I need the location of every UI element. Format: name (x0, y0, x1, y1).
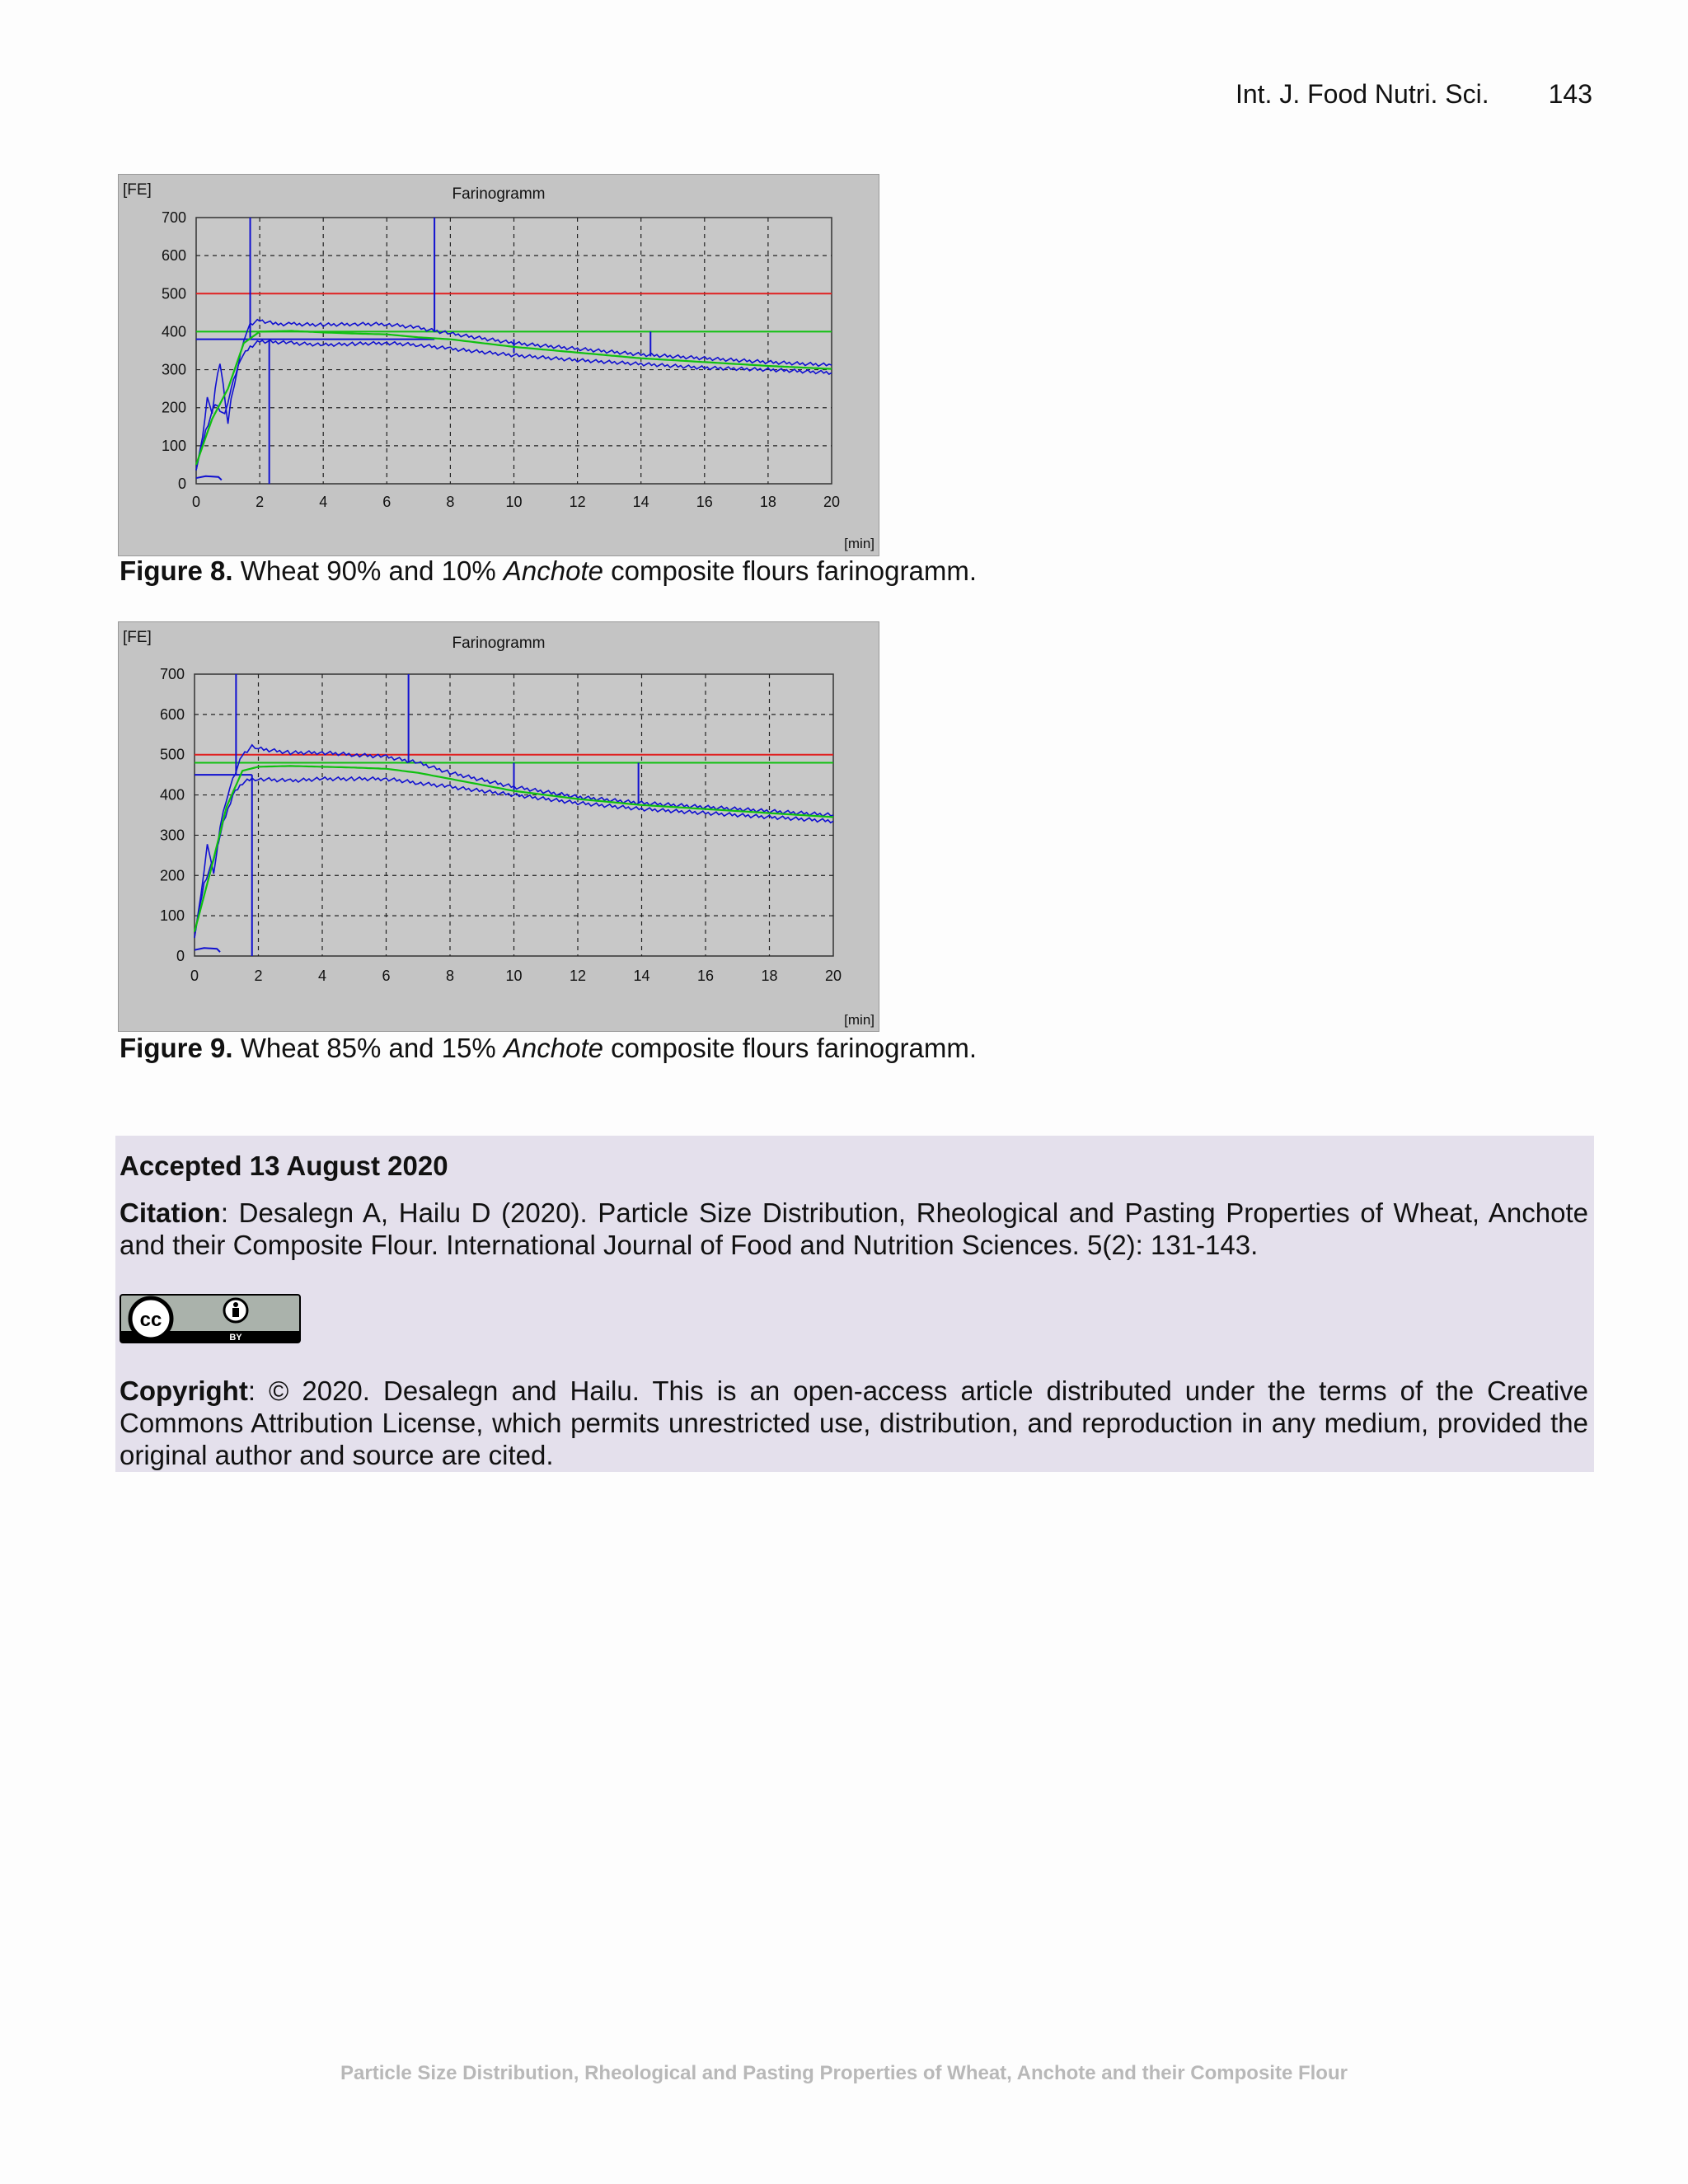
caption-text-end: composite flours farinogramm. (603, 555, 977, 586)
y-tick-label: 300 (161, 361, 186, 378)
y-tick-label: 0 (177, 476, 186, 492)
caption-italic: Anchote (503, 1033, 603, 1063)
page-number: 143 (1548, 79, 1592, 109)
running-head (1154, 79, 1592, 115)
x-tick-label: 16 (696, 494, 713, 510)
y-tick-label: 200 (159, 867, 185, 884)
svg-text:cc: cc (139, 1309, 162, 1331)
creative-commons-icon (130, 1298, 171, 1339)
x-tick-label: 18 (759, 494, 776, 510)
chart-title: Farinogramm (452, 635, 546, 652)
caption-text: Wheat 85% and 15% (232, 1033, 504, 1063)
y-unit-label: [FE] (123, 629, 152, 646)
y-tick-label: 700 (159, 666, 185, 682)
x-tick-label: 14 (633, 968, 650, 984)
running-footer: Particle Size Distribution, Rheological and Pasting Properties of Wheat, Anchote and their Composite Flour (340, 2062, 1348, 2084)
figure-8-panel (118, 174, 879, 556)
figure-9-panel (118, 621, 879, 1032)
x-tick-label: 12 (569, 968, 587, 984)
x-tick-label: 20 (824, 968, 842, 984)
y-tick-label: 100 (159, 907, 185, 925)
x-tick-label: 6 (382, 968, 391, 984)
cc-by-license-badge[interactable] (120, 1294, 301, 1347)
caption-italic: Anchote (503, 555, 603, 586)
x-tick-label: 0 (191, 494, 201, 510)
x-tick-label: 6 (382, 494, 392, 510)
x-tick-label: 16 (696, 968, 715, 984)
caption-text: Wheat 90% and 10% (232, 555, 504, 586)
x-unit-label: [min] (844, 536, 874, 551)
citation-label: Citation (120, 1197, 221, 1228)
farinogram-chart-figure-9 (118, 621, 879, 1032)
copyright-label: Copyright (120, 1376, 248, 1406)
citation-text: : Desalegn A, Hailu D (2020). Particle Size Distribution, Rheological and Pasting Properties of Wheat, Anchote and their Composite Flour. International Journal of Food and Nutrition Sciences. 5(2): 131-143. (120, 1197, 1588, 1260)
x-tick-label: 0 (190, 968, 199, 984)
x-tick-label: 4 (317, 968, 327, 984)
x-tick-label: 2 (254, 968, 263, 984)
article-info-box (115, 1136, 1594, 1472)
copyright-text: : © 2020. Desalegn and Hailu. This is an open-access article distributed under the terms of the Creative Commons Attribution License, which permits unrestricted use, distribution, and reproduction in any medium, provided the original author and source are cited. (120, 1376, 1588, 1470)
license-badge-text: BY (229, 1333, 242, 1343)
citation (120, 1197, 1588, 1261)
y-tick-label: 300 (159, 827, 185, 844)
caption-text-end: composite flours farinogramm. (603, 1033, 977, 1063)
x-tick-label: 10 (505, 494, 523, 510)
caption-label: Figure 8. (120, 555, 233, 586)
y-tick-label: 200 (161, 399, 186, 416)
caption-label: Figure 9. (120, 1033, 233, 1063)
chart-title: Farinogramm (452, 185, 546, 203)
y-tick-label: 400 (161, 323, 186, 340)
x-tick-label: 12 (569, 494, 586, 510)
y-tick-label: 700 (161, 209, 186, 226)
x-tick-label: 8 (445, 968, 455, 984)
copyright (120, 1375, 1588, 1471)
y-unit-label: [FE] (123, 181, 152, 199)
accepted-date: Accepted 13 August 2020 (120, 1151, 448, 1181)
x-tick-label: 14 (632, 494, 649, 510)
journal-name: Int. J. Food Nutri. Sci. (1235, 79, 1489, 109)
figure-8-caption (120, 555, 977, 587)
y-tick-label: 600 (159, 705, 185, 723)
farinogram-chart-figure-8 (118, 174, 879, 556)
x-tick-label: 10 (505, 968, 523, 984)
x-unit-label: [min] (844, 1012, 874, 1028)
y-tick-label: 600 (161, 247, 186, 265)
y-tick-label: 500 (159, 746, 185, 763)
x-tick-label: 4 (319, 494, 328, 510)
x-tick-label: 20 (823, 494, 841, 510)
y-tick-label: 100 (161, 437, 186, 454)
y-tick-label: 500 (161, 285, 186, 302)
y-tick-label: 0 (176, 948, 185, 964)
x-tick-label: 18 (761, 968, 778, 984)
x-tick-label: 8 (446, 494, 455, 510)
y-tick-label: 400 (159, 786, 185, 804)
x-tick-label: 2 (256, 494, 265, 510)
figure-9-caption (120, 1033, 977, 1064)
attribution-person-icon (224, 1299, 247, 1322)
